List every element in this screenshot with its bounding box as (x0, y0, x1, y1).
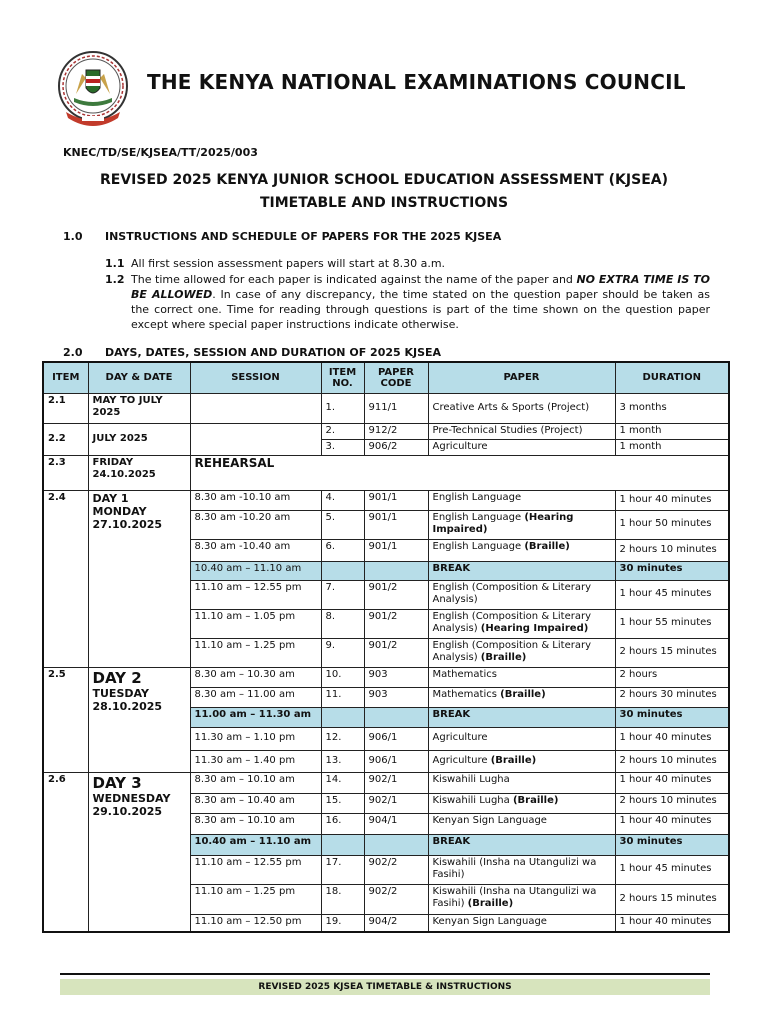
table-row: 11.10 am – 1.25 pm 9. 901/2 English (Composition & Literary Analysis) (Braille) 2 hours 15 minutes (43, 638, 729, 667)
document-header (52, 48, 732, 133)
break-row: 10.40 am – 11.10 am BREAK 30 minutes (43, 561, 729, 580)
table-row: 11.10 am – 12.55 pm 17. 902/2 Kiswahili (Insha na Utangulizi wa Fasihi) 1 hour 45 minutes (43, 855, 729, 884)
break-row: 10.40 am – 11.10 am BREAK 30 minutes (43, 834, 729, 855)
table-row: 8.30 am -10.20 am 5. 901/1 English Language (Hearing Impaired) 1 hour 50 minutes (43, 510, 729, 539)
section-title: DAYS, DATES, SESSION AND DURATION OF 2025 KJSEA (105, 346, 442, 359)
table-row: 2.5 DAY 2 TUESDAY 28.10.2025 8.30 am – 10.30 am 10. 903 Mathematics 2 hours (43, 667, 729, 687)
timetable (42, 361, 730, 933)
section-number: 1.0 (63, 230, 83, 243)
table-row: 3. 906/2 Agriculture 1 month (43, 439, 729, 455)
table-row: 11.30 am – 1.10 pm 12. 906/1 Agriculture 1 hour 40 minutes (43, 727, 729, 750)
section-1-heading (63, 230, 501, 243)
instruction-1-2 (105, 272, 710, 332)
table-row: 2.4 DAY 1 MONDAY 27.10.2025 8.30 am -10.10 am 4. 901/1 English Language 1 hour 40 minutes (43, 490, 729, 510)
footer-rule (60, 973, 710, 975)
document-subtitle: TIMETABLE AND INSTRUCTIONS (259, 195, 509, 211)
reference-number: KNEC/TD/SE/KJSEA/TT/2025/003 (63, 146, 258, 159)
column-header: PAPER (428, 362, 615, 393)
section-title: INSTRUCTIONS AND SCHEDULE OF PAPERS FOR THE 2025 KJSEA (105, 230, 502, 243)
document-title: REVISED 2025 KENYA JUNIOR SCHOOL EDUCATION ASSESSMENT (KJSEA) (99, 172, 668, 188)
table-header-row (43, 362, 729, 393)
table-row: 2.6 DAY 3 WEDNESDAY 29.10.2025 8.30 am – 10.10 am 14. 902/1 Kiswahili Lugha 1 hour 40 minutes (43, 772, 729, 793)
column-header: ITEM NO. (321, 362, 364, 393)
table-row: 11.10 am – 1.05 pm 8. 901/2 English (Composition & Literary Analysis) (Hearing Impaired) 1 hour 55 minutes (43, 609, 729, 638)
table-row: 11.10 am – 1.25 pm 18. 902/2 Kiswahili (Insha na Utangulizi wa Fasihi) (Braille) 2 hours 15 minutes (43, 884, 729, 914)
instruction-text: The time allowed for each paper is indicated against the name of the paper and NO EXTRA TIME IS TO BE ALLOWED. In case of any discrepancy, the time stated on the question paper should be taken as the correct one. Time for reading through questions is part of the time shown on the question paper except where special paper instructions indicate otherwise. (131, 273, 710, 331)
instruction-1-1 (105, 256, 710, 271)
column-header: PAPER CODE (364, 362, 428, 393)
council-name: THE KENYA NATIONAL EXAMINATIONS COUNCIL (147, 70, 686, 94)
table-row: 11.10 am – 12.55 pm 7. 901/2 English (Composition & Literary Analysis) 1 hour 45 minutes (43, 580, 729, 609)
column-header: ITEM (43, 362, 88, 393)
day-2-cell: DAY 2 TUESDAY 28.10.2025 (88, 667, 190, 772)
column-header: DURATION (615, 362, 729, 393)
kenya-coat-of-arms-icon (52, 48, 134, 133)
instruction-text: All first session assessment papers will start at 8.30 a.m. (131, 257, 446, 270)
day-1-cell: DAY 1 MONDAY 27.10.2025 (88, 490, 190, 667)
column-header: SESSION (190, 362, 321, 393)
rehearsal-label: REHEARSAL (190, 455, 729, 490)
table-row: 2.2 JULY 2025 2. 912/2 Pre-Technical Studies (Project) 1 month (43, 423, 729, 439)
table-row: 8.30 am – 10.40 am 15. 902/1 Kiswahili Lugha (Braille) 2 hours 10 minutes (43, 793, 729, 813)
table-row: 2.1 MAY TO JULY 2025 1. 911/1 Creative Arts & Sports (Project) 3 months (43, 393, 729, 423)
table-row: 8.30 am – 11.00 am 11. 903 Mathematics (Braille) 2 hours 30 minutes (43, 687, 729, 707)
table-row: 11.30 am – 1.40 pm 13. 906/1 Agriculture (Braille) 2 hours 10 minutes (43, 750, 729, 772)
table-row: 8.30 am – 10.10 am 16. 904/1 Kenyan Sign Language 1 hour 40 minutes (43, 813, 729, 834)
break-row: 11.00 am – 11.30 am BREAK 30 minutes (43, 707, 729, 727)
instruction-number: 1.2 (105, 273, 125, 286)
table-row-rehearsal: 2.3 FRIDAY 24.10.2025 REHEARSAL (43, 455, 729, 490)
page-footer: REVISED 2025 KJSEA TIMETABLE & INSTRUCTIONS (60, 979, 710, 995)
table-row: 11.10 am – 12.50 pm 19. 904/2 Kenyan Sign Language 1 hour 40 minutes (43, 914, 729, 932)
table-row: 8.30 am -10.40 am 6. 901/1 English Language (Braille) 2 hours 10 minutes (43, 539, 729, 561)
no-extra-time-warning: NO EXTRA TIME IS TO BE ALLOWED (131, 273, 710, 301)
section-2-heading (63, 346, 441, 359)
section-number: 2.0 (63, 346, 83, 359)
instruction-number: 1.1 (105, 257, 125, 270)
column-header: DAY & DATE (88, 362, 190, 393)
day-3-cell: DAY 3 WEDNESDAY 29.10.2025 (88, 772, 190, 932)
